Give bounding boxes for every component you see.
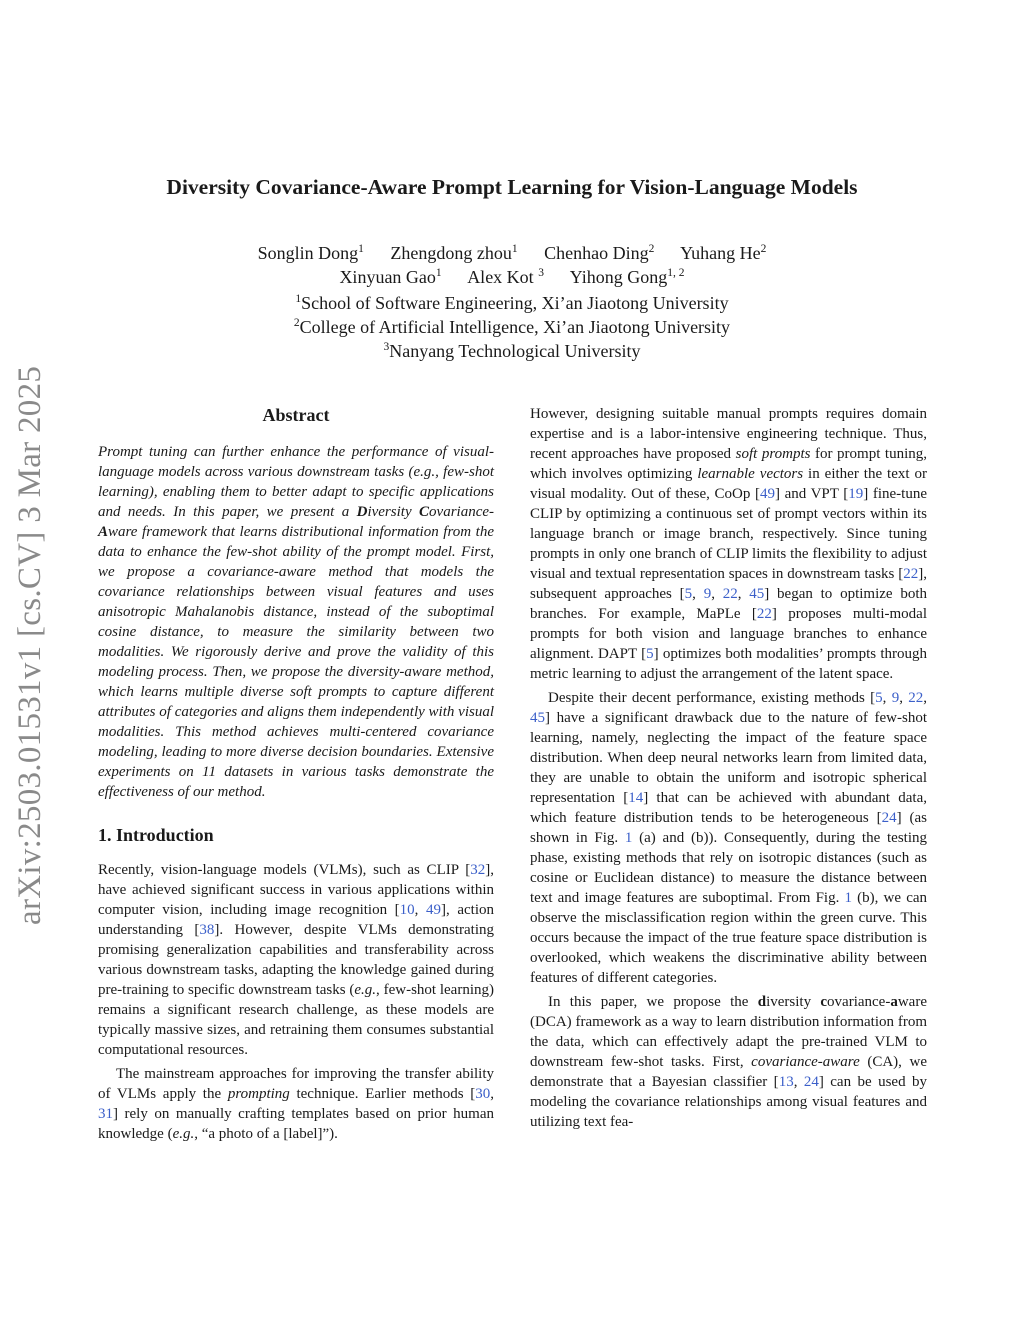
citation-link[interactable]: 5 [646,646,654,662]
right-column [530,404,927,1132]
author-affil-sup: 1 [358,243,364,255]
citation-link[interactable]: 22 [908,690,924,706]
intro-paragraph: Recently, vision-language models (VLMs), such as CLIP [32], have achieved significant success in various applications within computer vision, including image recognition [10, 49], action understanding [38]. However, despite VLMs demonstrating promising generalization capabilities and transferability across various downstream tasks, adapting the knowledge gained during pre-training to specific downstream tasks (e.g., few-shot learning) remains a significant research challenge, as these models are typically massive sizes, and retraining them consumes substantial computational resources. [98,862,494,1058]
affiliation-text: College of Artificial Intelligence, Xi’an Jiaotong University [299,317,731,337]
citation-link[interactable]: 45 [749,586,765,602]
figure-link[interactable]: 1 [624,830,633,846]
author-affil-sup: 1 [511,243,518,255]
citation-link[interactable]: 45 [530,710,545,726]
citation-link[interactable]: 14 [628,790,644,806]
abstract-heading: Abstract [262,405,330,425]
citation-link[interactable]: 9 [703,586,712,602]
affiliation [0,339,1024,363]
citation-link[interactable]: 24 [803,1074,819,1090]
citation-link[interactable]: 49 [759,486,775,502]
citation-link[interactable]: 24 [881,810,897,826]
author-affil-sup: 1 [435,267,442,279]
author-list [0,241,1024,289]
author-name: Yuhang He [680,243,761,263]
citation-link[interactable]: 22 [756,606,772,622]
citation-link[interactable]: 49 [426,902,441,918]
intro-paragraph: The mainstream approaches for improving the transfer ability of VLMs apply the prompting technique. Earlier methods [30, 31] rely on manually crafting templates based on prior human knowledge (e.g., “a photo of a [label]”). [98,1066,494,1142]
affiliation-text: Nanyang Technological University [389,341,641,361]
author-name: Alex Kot [467,267,539,287]
author-name: Zhengdong zhou [390,243,512,263]
citation-link[interactable]: 32 [470,862,486,878]
author-name: Songlin Dong [257,243,359,263]
affiliation [0,315,1024,339]
section-heading-introduction: 1. Introduction [98,825,214,845]
citation-link[interactable]: 13 [778,1074,794,1090]
author-affil-sup: 2 [648,243,655,255]
affiliation-list [0,291,1024,363]
author-name: Yihong Gong [569,267,668,287]
citation-link[interactable]: 22 [722,586,738,602]
citation-link[interactable]: 10 [399,902,415,918]
citation-link[interactable]: 5 [684,586,693,602]
author-line-1 [0,241,1024,265]
citation-link[interactable]: 19 [848,486,864,502]
paper-title: Diversity Covariance-Aware Prompt Learning for Vision-Language Models [166,175,858,199]
author-name: Xinyuan Gao [339,267,436,287]
author-line-2 [0,265,1024,289]
affiliation-sup: 3 [383,341,390,353]
affiliation-sup: 2 [293,317,300,329]
author-affil-sup: 3 [538,267,544,279]
citation-link[interactable]: 38 [199,922,215,938]
affiliation [0,291,1024,315]
citation-link[interactable]: 9 [891,690,900,706]
citation-link[interactable]: 5 [875,690,883,706]
author-affil-sup: 1, 2 [667,267,685,279]
body-paragraph: In this paper, we propose the diversity covariance-aware (DCA) framework as a way to learn distribution information from the data, which can effectively adapt the pre-trained VLM to downstream few-shot tasks. First, covariance-aware (CA), we demonstrate that a Bayesian classifier [13, 24] can be used by modeling the covariance relationships among visual features and utilizing text fea- [530,994,928,1130]
body-paragraph: Despite their decent performance, existing methods [5, 9, 22, 45] have a significant drawback due to the nature of few-shot learning, namely, neglecting the impact of the feature space distribution. When deep neural networks learn from limited data, they are unable to obtain the uniform and isotropic spherical representation [14] that can be achieved with abundant data, which feature distribution tends to be heterogeneous [24] (as shown in Fig. 1 (a) and (b)). Consequently, during the testing phase, existing methods that rely on isotropic distances (such as cosine or Euclidean distance) to measure the distance between text and image features are suboptimal. From Fig. 1 (b), we can observe the misclassification region within the green curve. This occurs because the impact of the true feature space distribution is overlooked, which weakens the discriminative ability between features of different categories. [530,690,928,986]
author-affil-sup: 2 [760,243,767,255]
citation-link[interactable]: 22 [903,566,919,582]
citation-link[interactable]: 30 [475,1086,491,1102]
affiliation-text: School of Software Engineering, Xi’an Jiaotong University [301,293,729,313]
author-name: Chenhao Ding [544,243,649,263]
arxiv-stamp: arXiv:2503.01531v1 [cs.CV] 3 Mar 2025 [12,365,48,925]
abstract-body: Prompt tuning can further enhance the performance of visual-language models across various downstream tasks (e.g., few-shot learning), enabling them to better adapt to specific applications and needs. In this paper, we present a Diversity Covariance-Aware framework that learns distributional information from the data to enhance the few-shot ability of the prompt model. First, we propose a covariance-aware method that models the covariance relationships between visual features and uses anisotropic Mahalanobis distance, instead of the suboptimal cosine distance, to measure the similarity between two modalities. We rigorously derive and prove the validity of this modeling process. Then, we propose the diversity-aware method, which learns multiple diverse soft prompts to capture different attributes of categories and aligns them independently with visual modalities. This method achieves multi-centered covariance modeling, leading to more diverse decision boundaries. Extensive experiments on 11 datasets in various tasks demonstrate the effectiveness of our method. [98,444,495,800]
figure-link[interactable]: 1 [844,890,852,906]
citation-link[interactable]: 31 [98,1106,113,1122]
left-column [98,404,494,1144]
body-paragraph: However, designing suitable manual prompts requires domain expertise and is a labor-intensive engineering technique. Thus, recent approaches have proposed soft prompts for prompt tuning, which involves optimizing learnable vectors in either the text or visual modality. Out of these, CoOp [49] and VPT [19] fine-tune CLIP by optimizing a continuous set of prompt vectors within its language branch or image branch, respectively. Since tuning prompts in only one branch of CLIP limits the flexibility to adjust visual and textual representation spaces in downstream tasks [22], subsequent approaches [5, 9, 22, 45] began to optimize both branches. For example, MaPLe [22] proposes multi-modal prompts for both vision and language branches to enhance alignment. DAPT [5] optimizes both modalities’ prompts through metric learning to adjust the arrangement of the latent space. [530,406,928,682]
affiliation-sup: 1 [295,293,302,305]
